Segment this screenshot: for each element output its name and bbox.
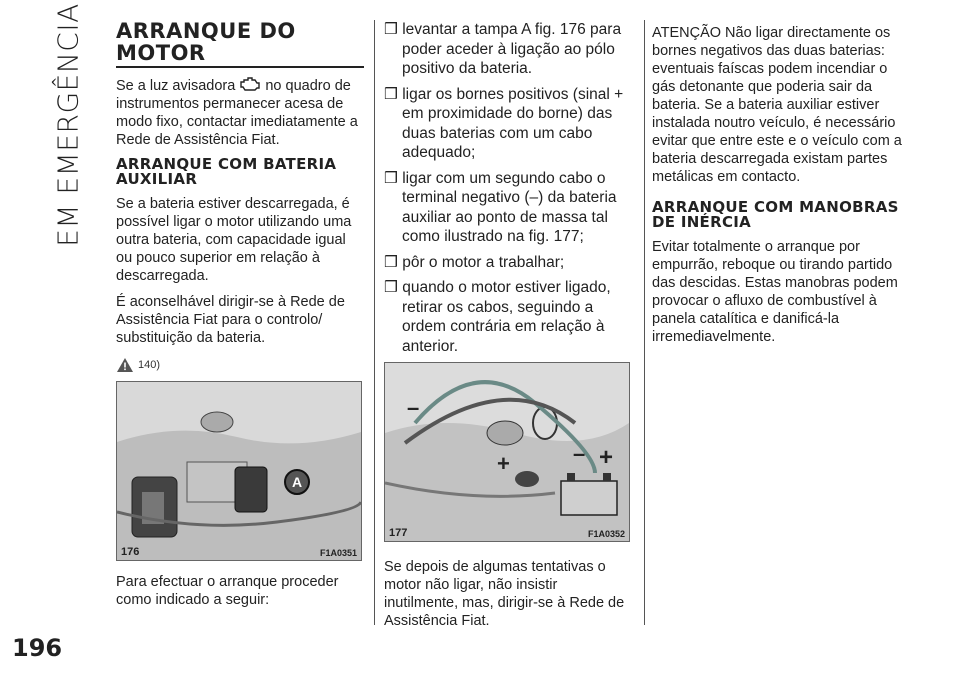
paragraph: Para efectuar o arranque proceder como indicado a seguir: bbox=[116, 574, 339, 608]
heading-arranque-do-motor: ARRANQUE DO MOTOR bbox=[116, 19, 296, 65]
steps-list bbox=[384, 20, 632, 356]
page-number: 196 bbox=[12, 634, 63, 662]
svg-text:–: – bbox=[407, 395, 420, 420]
warning-reference: 140) bbox=[116, 357, 364, 373]
heading-bateria-auxiliar: ARRANQUE COM BATERIA AUXILIAR bbox=[116, 155, 337, 188]
engine-warning-icon bbox=[239, 76, 261, 92]
list-item: ❒ ligar com um segundo cabo o terminal negativo (–) da bateria auxiliar ao ponto de massa tal como ilustrado na fig. 177; bbox=[384, 169, 617, 245]
list-item: ❒ pôr o motor a trabalhar; bbox=[384, 253, 565, 271]
callout-a: A bbox=[291, 474, 303, 490]
paragraph: Se depois de algumas tentativas o motor não ligar, não insistir inutilmente, mas, dirigir-se à Rede de Assistência Fiat. bbox=[384, 559, 625, 629]
figure-number: 177 bbox=[389, 527, 408, 539]
paragraph: É aconselhável dirigir-se à Rede de Assistência Fiat para o controlo/ substituição da bateria. bbox=[116, 294, 345, 346]
list-item: ❒ ligar os bornes positivos (sinal + em proximidade do borne) das duas baterias com um cabo adequado; bbox=[384, 85, 624, 161]
section-title: EM EMERGÊNCIA bbox=[51, 3, 85, 247]
figure-code: F1A0352 bbox=[587, 529, 625, 539]
svg-text:+: + bbox=[497, 451, 510, 476]
paragraph: Evitar totalmente o arranque por empurrão, reboque ou tirando partido das descidas. Estas manobras podem provocar o afluxo de combustível à panela catalítica e danificá-la irremediavelmente. bbox=[652, 239, 898, 345]
list-item: ❒ levantar a tampa A fig. 176 para poder aceder à ligação ao pólo positivo da bateria. bbox=[384, 21, 622, 77]
svg-text:–: – bbox=[573, 441, 586, 466]
attention-paragraph: ATENÇÃO Não ligar directamente os bornes negativos das duas baterias: eventuais faíscas podem incendiar o gás detonante que poderia sair da bateria. Se a bateria auxiliar estiver instalada noutro veículo, é necessário evitar que entre este e o veículo com a bateria descarregada existam partes metálicas em contacto. bbox=[652, 25, 902, 185]
column-divider bbox=[374, 20, 375, 625]
figure-code: F1A0351 bbox=[319, 548, 357, 558]
column-divider bbox=[644, 20, 645, 625]
warning-triangle-icon bbox=[116, 357, 134, 373]
column-3 bbox=[652, 20, 902, 354]
paragraph: Se a bateria estiver descarregada, é possível ligar o motor utilizando uma outra bateria, com capacidade igual ou pouco superior em relação à descarregada. bbox=[116, 196, 352, 284]
figure-176 bbox=[116, 381, 362, 561]
column-1 bbox=[116, 20, 364, 617]
list-item: ❒ quando o motor estiver ligado, retirar os cabos, seguindo a ordem contrária em relação à anterior. bbox=[384, 279, 611, 355]
intro-paragraph: Se a luz avisadora no quadro de instrumentos permanecer acesa de modo fixo, contactar imediatamente a Rede de Assistência Fiat. bbox=[116, 78, 358, 148]
engine-bay-illustration bbox=[117, 382, 361, 560]
heading-rule bbox=[116, 66, 364, 68]
column-2 bbox=[384, 20, 632, 638]
heading-manobras-de-inercia: ARRANQUE COM MANOBRAS DE INÉRCIA bbox=[652, 198, 899, 231]
svg-text:+: + bbox=[599, 444, 614, 471]
figure-177 bbox=[384, 362, 630, 542]
jump-start-illustration bbox=[385, 363, 629, 541]
figure-number: 176 bbox=[121, 546, 140, 558]
